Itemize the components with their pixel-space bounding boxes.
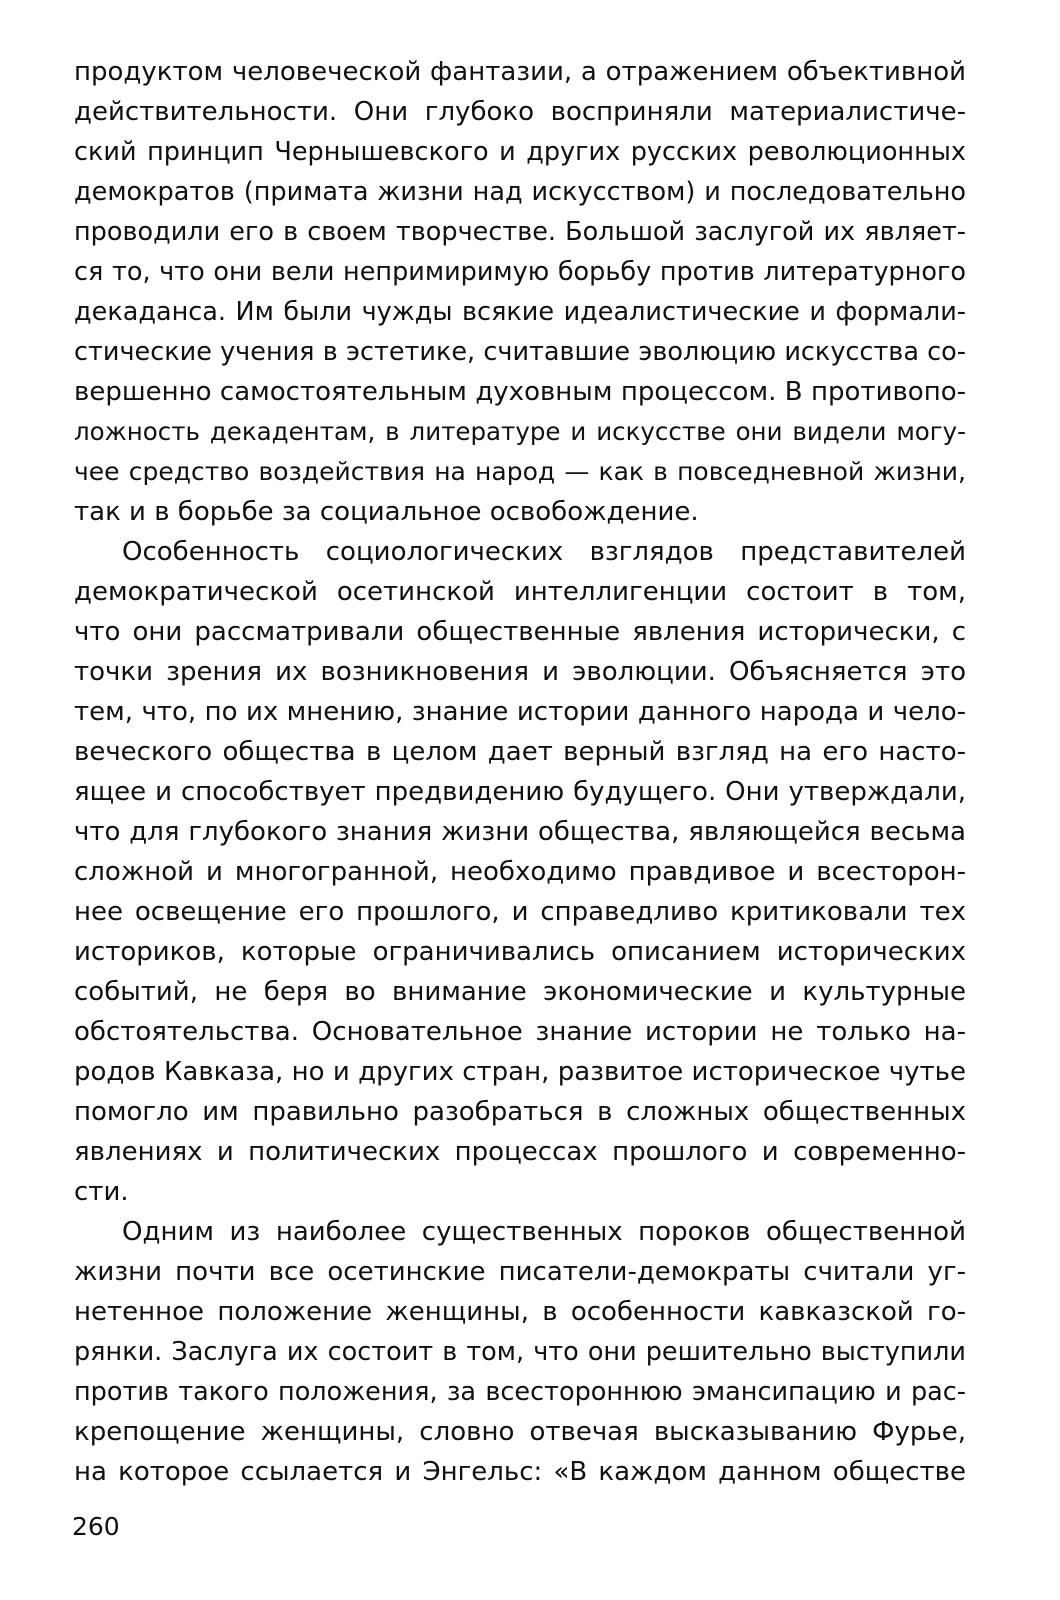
text-line: что для глубокого знания жизни общества, являющейся весьма	[74, 817, 966, 847]
text-line: родов Кавказа, но и других стран, развитое историческое чутье	[74, 1057, 966, 1087]
text-line: историков, которые ограничивались описанием исторических	[74, 937, 966, 967]
text-line: сложной и многогранной, необходимо правдивое и всесторон-	[74, 857, 966, 887]
text-line: нее освещение его прошлого, и справедливо критиковали тех	[74, 897, 966, 927]
text-line: сти.	[74, 1177, 129, 1207]
text-line: стические учения в эстетике, считавшие эволюцию искусства со-	[74, 337, 966, 367]
text-line: демократов (примата жизни над искусством) и последовательно	[74, 177, 966, 207]
text-line: ся то, что они вели непримиримую борьбу против литературного	[74, 257, 966, 287]
text-line: жизни почти все осетинские писатели-демократы считали уг-	[74, 1257, 966, 1287]
paragraph	[74, 532, 966, 1212]
text-line: вершенно самостоятельным духовным процессом. В противопо-	[74, 377, 966, 407]
paragraph	[74, 1212, 966, 1492]
text-line: крепощение женщины, словно отвечая высказыванию Фурье,	[74, 1417, 966, 1447]
text-line: на которое ссылается и Энгельс: «В каждом данном обществе	[74, 1457, 966, 1487]
text-line: тем, что, по их мнению, знание истории данного народа и чело-	[74, 697, 966, 727]
paragraph	[74, 52, 966, 532]
text-line: демократической осетинской интеллигенции состоит в том,	[74, 577, 966, 607]
text-line: веческого общества в целом дает верный взгляд на его насто-	[74, 737, 966, 767]
text-line: чее средство воздействия на народ — как в повседневной жизни,	[74, 457, 966, 486]
text-line: Особенность социологических взглядов представителей	[122, 537, 966, 567]
text-line: помогло им правильно разобраться в сложных общественных	[74, 1097, 966, 1127]
page-number: 260	[72, 1512, 120, 1541]
text-line: против такого положения, за всестороннюю эмансипацию и рас-	[74, 1377, 966, 1407]
text-line: проводили его в своем творчестве. Большой заслугой их являет-	[74, 217, 966, 247]
body-text	[74, 52, 966, 1492]
text-line: продуктом человеческой фантазии, а отражением объективной	[74, 57, 966, 87]
text-line: точки зрения их возникновения и эволюции. Объясняется это	[74, 657, 966, 687]
text-line: ский принцип Чернышевского и других русских революционных	[74, 137, 966, 167]
text-line: нетенное положение женщины, в особенности кавказской го-	[74, 1297, 966, 1327]
text-line: ложность декадентам, в литературе и искусстве они видели могу-	[74, 417, 966, 446]
text-line: рянки. Заслуга их состоит в том, что они решительно выступили	[74, 1337, 966, 1367]
text-line: так и в борьбе за социальное освобождение.	[74, 497, 699, 527]
text-line: событий, не беря во внимание экономические и культурные	[74, 977, 966, 1007]
text-line: Одним из наиболее существенных пороков общественной	[122, 1217, 966, 1247]
text-line: действительности. Они глубоко восприняли материалистиче-	[74, 97, 966, 127]
text-line: ящее и способствует предвидению будущего. Они утверждали,	[74, 777, 966, 807]
text-line: декаданса. Им были чужды всякие идеалистические и формали-	[74, 297, 966, 327]
text-line: что они рассматривали общественные явления исторически, с	[74, 617, 966, 647]
text-line: явлениях и политических процессах прошлого и современно-	[74, 1137, 966, 1167]
text-line: обстоятельства. Основательное знание истории не только на-	[74, 1017, 966, 1047]
